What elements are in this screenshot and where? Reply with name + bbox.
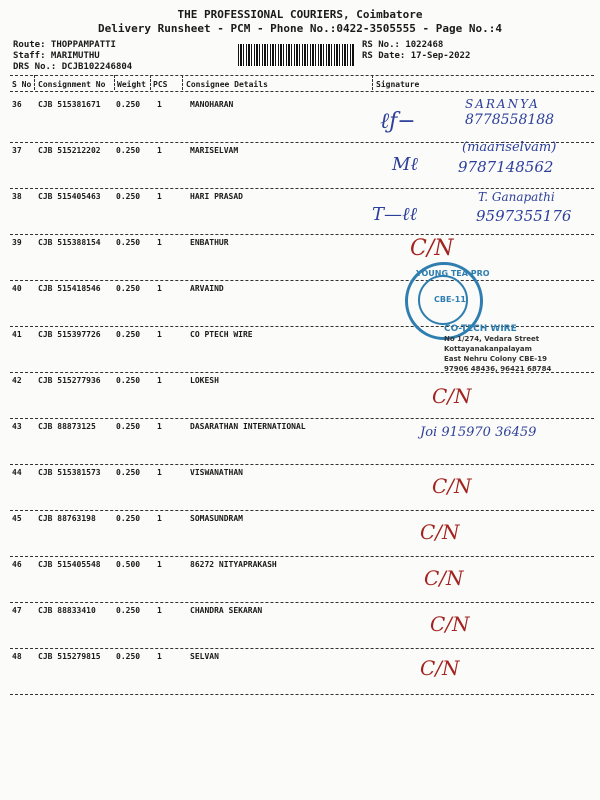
row-consignee: ENBATHUR [190, 238, 229, 247]
row-sno: 38 [12, 192, 22, 201]
row-pcs: 1 [157, 422, 162, 431]
row-pcs: 1 [157, 284, 162, 293]
row-consignee: MARISELVAM [190, 146, 239, 155]
row-pcs: 1 [157, 560, 162, 569]
row-sno: 36 [12, 100, 22, 109]
stamp-address-line: Kottayanakanpalayam [444, 345, 532, 353]
row-consignment: CJB 515212202 [38, 146, 101, 155]
cn-mark: C/N [424, 566, 464, 590]
table-row [0, 510, 600, 556]
rs-number: RS No.: 1022468 [362, 40, 444, 50]
column-divider [114, 75, 115, 90]
signature-name-36: SARANYA [465, 97, 540, 111]
row-consignee: SOMASUNDRAM [190, 514, 243, 523]
drs-number: DRS No.: DCJB102246804 [13, 62, 133, 72]
table-row [0, 372, 600, 418]
cn-mark: C/N [430, 612, 470, 636]
col-signature-header: Signature [376, 80, 420, 89]
row-weight: 0.250 [116, 146, 141, 155]
table-row [0, 648, 600, 694]
row-weight: 0.250 [116, 284, 141, 293]
row-consignment: CJB 515381671 [38, 100, 101, 109]
row-weight: 0.250 [116, 192, 141, 201]
row-sno: 44 [12, 468, 22, 477]
row-consignee: 86272 NITYAPRAKASH [190, 560, 277, 569]
row-consignee: SELVAN [190, 652, 219, 661]
row-consignee: CHANDRA SEKARAN [190, 606, 263, 615]
row-consignee: LOKESH [190, 376, 219, 385]
cn-mark: C/N [420, 520, 460, 544]
row-consignment: CJB 88763198 [38, 514, 96, 523]
row-consignee: VISWANATHAN [190, 468, 243, 477]
row-pcs: 1 [157, 146, 162, 155]
address-stamp [444, 324, 551, 374]
row-consignment: CJB 515405548 [38, 560, 101, 569]
row-weight: 0.500 [116, 560, 141, 569]
row-sno: 40 [12, 284, 22, 293]
table-row [0, 280, 600, 326]
col-consignee-header: Consignee Details [186, 80, 268, 89]
stamp-phones: 97906 48436, 96421 68784 [444, 365, 552, 373]
table-row [0, 234, 600, 280]
row-pcs: 1 [157, 330, 162, 339]
row-weight: 0.250 [116, 606, 141, 615]
row-sno: 42 [12, 376, 22, 385]
row-weight: 0.250 [116, 238, 141, 247]
stamp-company: CO-TECH WIRE [444, 324, 517, 334]
row-consignee: DASARATHAN INTERNATIONAL [190, 422, 306, 431]
column-divider [150, 75, 151, 90]
signature-name-37: (maariselvam) [462, 140, 557, 155]
signature-scrawl: Mℓ [392, 154, 418, 175]
row-pcs: 1 [157, 468, 162, 477]
column-divider [372, 75, 373, 90]
header-bottom-rule [10, 91, 594, 92]
row-rule [10, 694, 594, 695]
header-top-rule [10, 75, 594, 76]
col-weight-header: Weight [117, 80, 146, 89]
barcode [238, 44, 354, 66]
signature-scrawl: T—ℓℓ [372, 204, 417, 225]
col-sno-header: S No [12, 80, 32, 89]
row-consignment: CJB 515381573 [38, 468, 101, 477]
stamp-address-line: No 1/274, Vedara Street [444, 335, 540, 343]
table-row [0, 602, 600, 648]
row-consignee: MANOHARAN [190, 100, 234, 109]
column-divider [34, 75, 35, 90]
row-consignment: CJB 88833410 [38, 606, 96, 615]
cn-mark: C/N [410, 236, 454, 261]
row-consignee: CO PTECH WIRE [190, 330, 253, 339]
cn-mark: C/N [432, 384, 472, 408]
row-consignment: CJB 515277936 [38, 376, 101, 385]
staff-label: Staff: MARIMUTHU [13, 51, 100, 61]
row-consignment: CJB 515405463 [38, 192, 101, 201]
row-pcs: 1 [157, 100, 162, 109]
row-sno: 45 [12, 514, 22, 523]
row-weight: 0.250 [116, 652, 141, 661]
row-consignment: CJB 515388154 [38, 238, 101, 247]
rs-date: RS Date: 17-Sep-2022 [362, 51, 471, 61]
row-pcs: 1 [157, 606, 162, 615]
col-pcs-header: PCS [153, 80, 168, 89]
row-sno: 47 [12, 606, 22, 615]
signature-phone-37: 9787148562 [458, 158, 554, 176]
row-sno: 48 [12, 652, 22, 661]
row-weight: 0.250 [116, 468, 141, 477]
table-row [0, 464, 600, 510]
signature-phone-36: 8778558188 [465, 112, 555, 128]
row-pcs: 1 [157, 238, 162, 247]
row-consignee: ARVAIND [190, 284, 224, 293]
signature-name-38: T. Ganapathi [478, 190, 555, 204]
stamp-ring-text: YOUNG TEA PRO [416, 269, 490, 278]
table-row [0, 556, 600, 602]
row-pcs: 1 [157, 652, 162, 661]
runsheet-title: Delivery Runsheet - PCM - Phone No.:0422-3505555 - Page No.:4 [98, 22, 502, 35]
stamp-ring-code: CBE-11 [434, 295, 466, 304]
row-sno: 43 [12, 422, 22, 431]
cn-mark: C/N [432, 474, 472, 498]
row-pcs: 1 [157, 192, 162, 201]
signature-phone-38: 9597355176 [476, 207, 572, 225]
row-sno: 46 [12, 560, 22, 569]
row-weight: 0.250 [116, 100, 141, 109]
row-weight: 0.250 [116, 376, 141, 385]
cn-mark: C/N [420, 656, 460, 680]
stamp-address-line: East Nehru Colony CBE-19 [444, 355, 547, 363]
column-divider [182, 75, 183, 90]
row-sno: 37 [12, 146, 22, 155]
route-label: Route: THOPPAMPATTI [13, 40, 116, 50]
row-sno: 41 [12, 330, 22, 339]
signature-scrawl: ℓƒ− [380, 109, 416, 134]
row-consignment: CJB 515397726 [38, 330, 101, 339]
row-consignment: CJB 515418546 [38, 284, 101, 293]
col-consignment-header: Consignment No [38, 80, 106, 89]
row-consignee: HARI PRASAD [190, 192, 243, 201]
company-title: THE PROFESSIONAL COURIERS, Coimbatore [177, 8, 423, 21]
row-weight: 0.250 [116, 514, 141, 523]
row-weight: 0.250 [116, 422, 141, 431]
signature-note-43: Joi 915970 36459 [420, 425, 537, 440]
row-sno: 39 [12, 238, 22, 247]
row-consignment: CJB 515279815 [38, 652, 101, 661]
row-consignment: CJB 88873125 [38, 422, 96, 431]
row-pcs: 1 [157, 376, 162, 385]
row-weight: 0.250 [116, 330, 141, 339]
row-pcs: 1 [157, 514, 162, 523]
